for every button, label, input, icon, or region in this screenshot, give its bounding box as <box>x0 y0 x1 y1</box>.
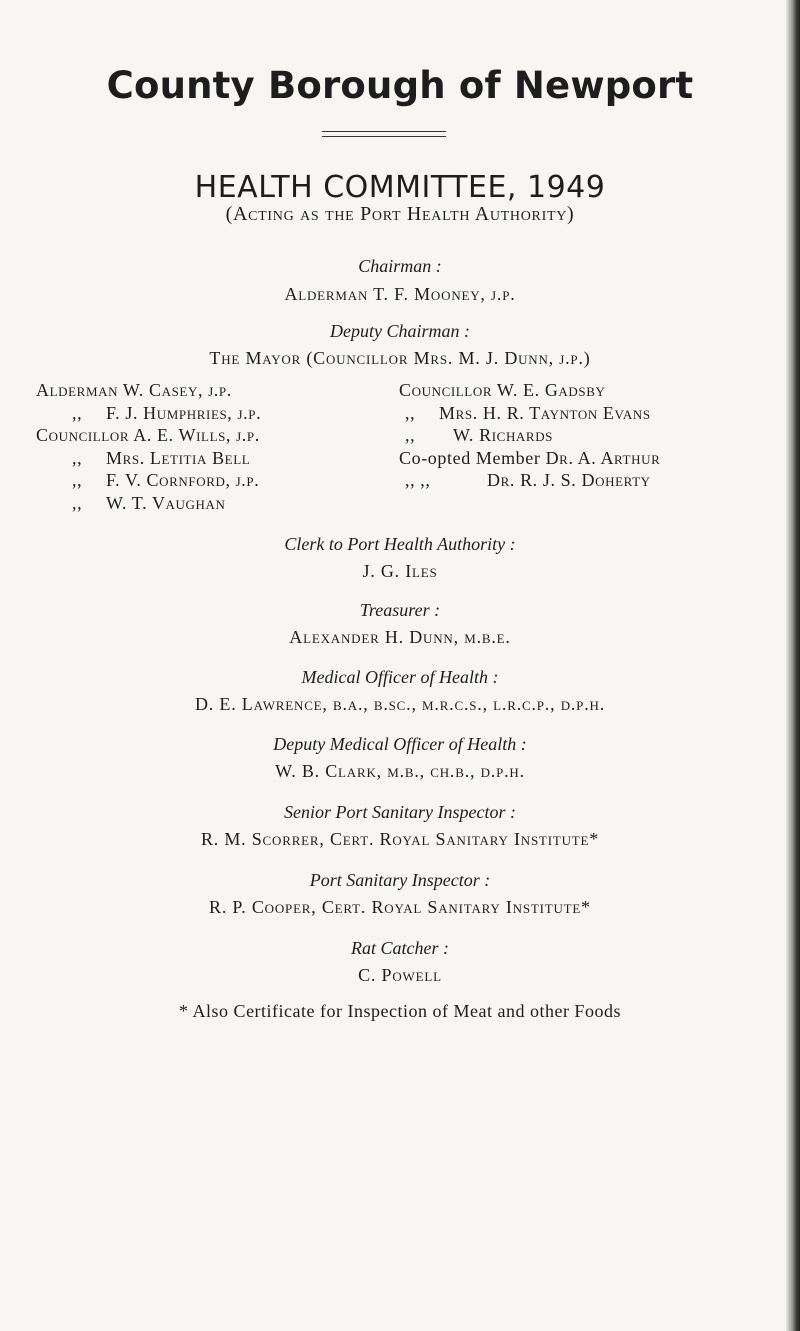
member-row <box>36 402 261 425</box>
title-divider-top <box>322 131 446 132</box>
senior-inspector-name: R. M. Scorrer, Cert. Royal Sanitary Institute* <box>200 829 600 849</box>
member-row <box>399 447 660 470</box>
port-inspector-name: R. P. Cooper, Cert. Royal Sanitary Institute* <box>209 897 591 917</box>
member-name: F. J. Humphries, j.p. <box>106 402 262 423</box>
committee-heading: HEALTH COMMITTEE, 1949 <box>194 170 606 205</box>
medical-officer-role: Medical Officer of Health : <box>301 667 499 687</box>
deputy-medical-officer-name: W. B. Clark, m.b., ch.b., d.p.h. <box>275 761 525 781</box>
chairman-role: Chairman : <box>358 256 442 276</box>
clerk-role: Clerk to Port Health Authority : <box>284 534 516 554</box>
member-name: F. V. Cornford, j.p. <box>106 470 260 490</box>
member-name: Mrs. Letitia Bell <box>106 447 251 468</box>
treasurer-name: Alexander H. Dunn, m.b.e. <box>289 627 511 647</box>
member-prefix: ,, <box>405 425 416 445</box>
deputy-chairman-role: Deputy Chairman : <box>330 321 470 341</box>
member-name: A. E. Wills, j.p. <box>133 425 260 445</box>
member-prefix: ,, <box>72 402 83 423</box>
member-row <box>36 424 261 447</box>
member-prefix: ,, <box>405 402 416 423</box>
rat-catcher-role: Rat Catcher : <box>351 938 449 958</box>
page-title: County Borough of Newport <box>106 64 694 107</box>
member-row <box>36 379 261 402</box>
member-row <box>36 447 261 470</box>
deputy-chairman-name: The Mayor (Councillor Mrs. M. J. Dunn, j.p.) <box>209 348 591 368</box>
senior-inspector-role: Senior Port Sanitary Inspector : <box>284 802 516 822</box>
member-row <box>399 424 660 447</box>
clerk-name: J. G. Iles <box>362 561 438 581</box>
members-left-column <box>36 379 261 514</box>
port-inspector-role: Port Sanitary Inspector : <box>309 870 491 890</box>
member-prefix: Councillor <box>399 380 493 400</box>
member-prefix: ,, <box>72 492 83 513</box>
members-right-column <box>399 379 660 492</box>
member-name: W. Casey, j.p. <box>122 380 232 400</box>
member-name: W. Richards <box>453 425 554 445</box>
footnote: * Also Certificate for Inspection of Meat and other Foods <box>179 1001 621 1021</box>
member-prefix: Co-opted Member <box>399 447 541 468</box>
member-row <box>399 469 660 492</box>
treasurer-role: Treasurer : <box>359 600 441 620</box>
member-row <box>36 469 261 492</box>
title-divider-bottom <box>322 136 446 137</box>
member-prefix: Councillor <box>36 425 130 445</box>
member-name: Mrs. H. R. Taynton Evans <box>439 402 651 423</box>
committee-subtitle: (Acting as the Port Health Authority) <box>225 203 575 225</box>
deputy-medical-officer-role: Deputy Medical Officer of Health : <box>273 734 527 754</box>
member-name: W. E. Gadsby <box>496 380 606 400</box>
medical-officer-name: D. E. Lawrence, b.a., b.sc., m.r.c.s., l.r.c.p., d.p.h. <box>195 694 605 714</box>
member-row <box>399 402 660 425</box>
member-name: Dr. R. J. S. Doherty <box>487 470 651 490</box>
member-name: Dr. A. Arthur <box>545 447 661 468</box>
member-prefix: ,, ,, <box>405 470 431 490</box>
chairman-name: Alderman T. F. Mooney, j.p. <box>284 284 516 304</box>
member-name: W. T. Vaughan <box>106 492 226 513</box>
member-row <box>399 379 660 402</box>
rat-catcher-name: C. Powell <box>358 965 442 985</box>
member-row <box>36 492 261 515</box>
member-prefix: ,, <box>72 470 83 490</box>
member-prefix: ,, <box>72 447 83 468</box>
member-prefix: Alderman <box>36 380 119 400</box>
